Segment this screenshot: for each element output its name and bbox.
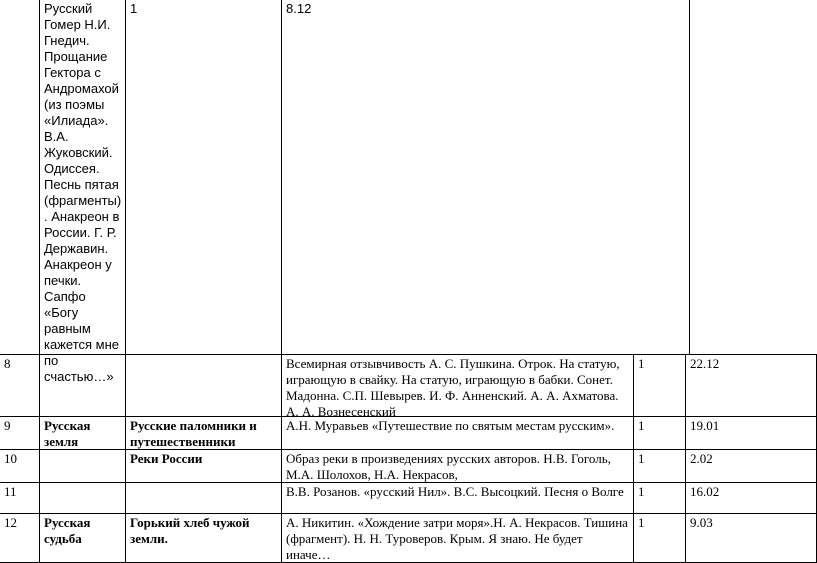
- cell-r2-section: Русская земля: [39, 416, 126, 450]
- cell-r3-topic: Реки России: [125, 449, 282, 483]
- cell-r5-content: А. Никитин. «Хождение затри моря».Н. А. Некрасов. Тишина (фрагмент). Н. Н. Туроверов. Крым. Я знаю. Не будет иначе…: [281, 513, 634, 563]
- cell-r2-content: А.Н. Муравьев «Путешествие по святым местам русским».: [281, 416, 634, 450]
- cell-r4-section: [39, 482, 126, 514]
- cell-r5-date: 9.03: [685, 513, 817, 563]
- cell-r5-hours: 1: [633, 513, 686, 563]
- cell-r5-num: 12: [0, 513, 40, 563]
- cell-r0-topic: Русский Гомер Н.И. Гнедич. Прощание Гектора с Андромахой (из поэмы «Илиада». В.А. Жуковский. Одиссея. Песнь пятая (фрагменты) . Анакреон в России. Г. Р. Державин. Анакреон у печки. Сапфо «Богу равным кажется мне по счастью…»: [39, 0, 126, 355]
- cell-r2-date: 19.01: [685, 416, 817, 450]
- cell-r4-topic: [125, 482, 282, 514]
- cell-r1-content: Всемирная отзывчивость А. С. Пушкина. Отрок. На статую, играющую в свайку. На статую, играющую в бабки. Сонет. Мадонна. С.П. Шевырев. И. Ф. Анненский. А. А. Ахматова. А. А. Вознесенский: [281, 354, 634, 417]
- cell-r1-section: [39, 354, 126, 417]
- cell-r4-content: В.В. Розанов. «русский Нил». В.С. Высоцкий. Песня о Волге: [281, 482, 634, 514]
- cell-r0-content: 8.12: [281, 0, 690, 355]
- cell-r2-num: 9: [0, 416, 40, 450]
- cell-r1-date: 22.12: [685, 354, 817, 417]
- cell-r4-hours: 1: [633, 482, 686, 514]
- cell-r1-hours: 1: [633, 354, 686, 417]
- cell-r4-num: 11: [0, 482, 40, 514]
- cell-r0-hours: 1: [125, 0, 282, 355]
- cell-r3-section: [39, 449, 126, 483]
- cell-r5-section: Русская судьба: [39, 513, 126, 563]
- cell-r2-hours: 1: [633, 416, 686, 450]
- cell-r3-content: Образ реки в произведениях русских авторов. Н.В. Гоголь, М.А. Шолохов, Н.А. Некрасов,: [281, 449, 634, 483]
- cell-r5-topic: Горький хлеб чужой земли.: [125, 513, 282, 563]
- cell-r3-hours: 1: [633, 449, 686, 483]
- cell-r1-topic: [125, 354, 282, 417]
- cell-r2-topic: Русские паломники и путешественники: [125, 416, 282, 450]
- cell-r0-num: [0, 0, 40, 355]
- cell-r3-num: 10: [0, 449, 40, 483]
- cell-r4-date: 16.02: [685, 482, 817, 514]
- cell-r1-num: 8: [0, 354, 40, 417]
- cell-r3-date: 2.02: [685, 449, 817, 483]
